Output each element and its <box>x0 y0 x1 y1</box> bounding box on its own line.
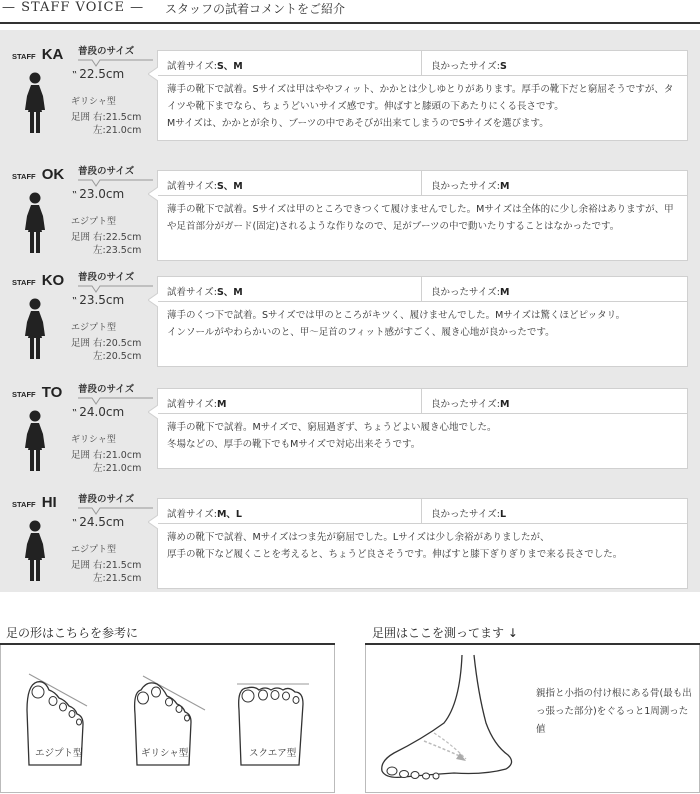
good-size-label: 良かったサイズ: <box>431 181 500 192</box>
tried-size-label: 試着サイズ: <box>167 61 217 72</box>
staff-comment: 薄手の靴下で試着。Mサイズで、窮屈過ぎず、ちょうどよい履き心地でした。 冬場などの、厚手の靴下でもMサイズで対応出来そうです。 <box>167 422 497 450</box>
foot-girth <box>71 337 141 363</box>
square-label: スクエア型 <box>249 748 297 759</box>
tried-size <box>158 277 422 301</box>
comment-card <box>157 170 688 261</box>
staff-comment: 薄めの靴下で試着、Mサイズはつま先が窮屈でした。Lサイズは少し余裕がありましたが、 厚手の靴下など履くことを考えると、ちょうど良さそうです。伸ばすと膝下ぎりぎりまで来る長さでした。 <box>167 532 623 560</box>
staff-comment: 薄手のくつ下で試着。Sサイズでは甲のところがキツく、履けませんでした。Mサイズは驚くほどピッタリ。 インソールがやわらかいのと、甲〜足首のフィット感がすごく、履き心地が良かったです。 <box>167 310 626 338</box>
tried-size <box>158 389 422 413</box>
size-row <box>158 499 687 524</box>
staff-code <box>12 382 62 401</box>
measure-title: 足囲はここを測ってます ↓ <box>372 626 518 640</box>
usual-size <box>72 67 124 81</box>
staff-entry <box>0 374 700 484</box>
left-label: 左: <box>93 245 106 256</box>
staff-prefix: STAFF <box>12 278 36 287</box>
tried-size-value: M <box>216 399 227 410</box>
right-label: 右: <box>93 560 106 571</box>
foot-girth-label: 足囲 <box>71 112 91 123</box>
foot-girth-left: 21.0cm <box>105 125 142 136</box>
good-size-value: S <box>499 61 507 72</box>
tried-size-label: 試着サイズ: <box>167 399 217 410</box>
staff-code <box>12 270 64 289</box>
good-size-label: 良かったサイズ: <box>431 509 500 520</box>
size-row <box>158 171 687 196</box>
card-pointer <box>148 293 158 307</box>
good-size-value: M <box>499 287 510 298</box>
staff-code <box>12 164 64 183</box>
foot-type: ギリシャ型 <box>71 435 116 445</box>
foot-girth-label: 足囲 <box>71 232 91 243</box>
header-title-en: — STAFF VOICE — <box>2 0 145 15</box>
foot-shape-box <box>0 645 335 793</box>
good-size-value: M <box>499 399 510 410</box>
staff-entry <box>0 156 700 266</box>
tried-size-value: S、M <box>216 287 243 298</box>
tried-size-label: 試着サイズ: <box>167 509 217 520</box>
staff-prefix: STAFF <box>12 500 36 509</box>
foot-girth-left: 21.5cm <box>105 573 142 584</box>
usual-size-value: 23.5cm <box>79 293 125 307</box>
foot-measure-icon <box>374 653 534 788</box>
staff-prefix: STAFF <box>12 52 36 61</box>
foot-girth <box>71 231 141 257</box>
egyptian-label: エジプト型 <box>35 748 83 759</box>
staff-entry <box>0 484 700 594</box>
foot-type: ギリシャ型 <box>71 97 116 107</box>
usual-size-underline <box>78 59 153 67</box>
usual-size <box>72 515 124 529</box>
card-pointer <box>148 187 158 201</box>
greek-label: ギリシャ型 <box>141 748 189 759</box>
staff-entry <box>0 36 700 146</box>
usual-size-label: 普段のサイズ <box>78 384 135 395</box>
foot-girth <box>71 449 141 475</box>
foot-girth <box>71 559 141 585</box>
comment-card <box>157 498 688 589</box>
tried-size-label: 試着サイズ: <box>167 181 217 192</box>
staff-initials: KA <box>41 46 64 63</box>
foot-shape-title: 足の形はこちらを参考に <box>6 626 139 640</box>
measure-note: 親指と小指の付け根にある骨(最も出っ張った部分)をぐるっと1周測った値 <box>536 688 692 735</box>
right-label: 右: <box>93 232 106 243</box>
shoe-icon: ‟ <box>72 518 78 529</box>
left-label: 左: <box>93 463 106 474</box>
usual-size-underline <box>78 179 153 187</box>
good-size-label: 良かったサイズ: <box>431 287 500 298</box>
left-label: 左: <box>93 125 106 136</box>
usual-size-underline <box>78 397 153 405</box>
good-size-value: L <box>499 509 507 520</box>
usual-size-underline <box>78 507 153 515</box>
good-size <box>422 277 687 301</box>
size-row <box>158 389 687 414</box>
usual-size-value: 22.5cm <box>79 67 125 81</box>
usual-size-value: 24.5cm <box>79 515 125 529</box>
foot-girth-right: 21.0cm <box>105 450 142 461</box>
size-row <box>158 51 687 76</box>
good-size-label: 良かったサイズ: <box>431 399 500 410</box>
usual-size <box>72 293 124 307</box>
staff-initials: OK <box>41 166 65 183</box>
foot-girth-right: 22.5cm <box>105 232 142 243</box>
usual-size-label: 普段のサイズ <box>78 494 135 505</box>
usual-size-label: 普段のサイズ <box>78 166 135 177</box>
card-pointer <box>148 515 158 529</box>
tried-size <box>158 51 422 75</box>
good-size <box>422 499 687 523</box>
good-size-value: M <box>499 181 510 192</box>
person-icon <box>24 298 46 360</box>
foot-girth-right: 21.5cm <box>105 560 142 571</box>
tried-size-value: M、L <box>216 509 242 520</box>
shoe-icon: ‟ <box>72 70 78 81</box>
foot-girth-left: 20.5cm <box>105 351 142 362</box>
staff-voice-panel <box>0 30 700 592</box>
shoe-icon: ‟ <box>72 296 78 307</box>
usual-size <box>72 187 124 201</box>
comment-card <box>157 50 688 141</box>
right-label: 右: <box>93 450 106 461</box>
foot-girth-left: 21.0cm <box>105 463 142 474</box>
staff-code <box>12 492 57 511</box>
tried-size-value: S、M <box>216 61 243 72</box>
right-label: 右: <box>93 112 106 123</box>
shoe-icon: ‟ <box>72 190 78 201</box>
foot-girth-label: 足囲 <box>71 338 91 349</box>
usual-size-value: 24.0cm <box>79 405 125 419</box>
staff-initials: HI <box>41 494 57 511</box>
card-pointer <box>148 67 158 81</box>
foot-girth-label: 足囲 <box>71 560 91 571</box>
staff-code <box>12 44 63 63</box>
good-size <box>422 51 687 75</box>
foot-type: エジプト型 <box>71 217 117 227</box>
usual-size-label: 普段のサイズ <box>78 272 135 283</box>
person-icon <box>24 410 46 472</box>
foot-girth-right: 21.5cm <box>105 112 142 123</box>
comment-card <box>157 388 688 469</box>
header-title-jp: スタッフの試着コメントをご紹介 <box>165 2 346 16</box>
tried-size <box>158 171 422 195</box>
good-size <box>422 171 687 195</box>
comment-card <box>157 276 688 367</box>
staff-comment: 薄手の靴下で試着。Sサイズは甲のところできつくて履けませんでした。Mサイズは全体的に少し余裕はありますが、甲や足首部分がガード(固定)されるような作りなので、足がブーツの中で動いたりすることはなかったです。 <box>167 204 674 232</box>
usual-size-underline <box>78 285 153 293</box>
right-label: 右: <box>93 338 106 349</box>
foot-type: エジプト型 <box>71 323 117 333</box>
staff-comment: 薄手の靴下で試着。Sサイズは甲はややフィット、かかとは少しゆとりがあります。厚手の靴下だと窮屈そうですが、タイツや靴下までなら、ちょうどいいサイズ感です。伸ばすと膝頭の下あたりにくる長さです。 Mサイズは、かかとが余り、ブーツの中であそびが出来てしまうのでSサイズを選びます。 <box>167 84 674 129</box>
foot-girth-left: 23.5cm <box>105 245 142 256</box>
staff-initials: KO <box>41 272 65 289</box>
person-icon <box>24 192 46 254</box>
person-icon <box>24 520 46 582</box>
size-row <box>158 277 687 302</box>
usual-size-value: 23.0cm <box>79 187 125 201</box>
shoe-icon: ‟ <box>72 408 78 419</box>
person-icon <box>24 72 46 134</box>
card-pointer <box>148 405 158 419</box>
staff-prefix: STAFF <box>12 390 36 399</box>
tried-size <box>158 499 422 523</box>
staff-initials: TO <box>41 384 63 401</box>
good-size <box>422 389 687 413</box>
staff-entry <box>0 262 700 372</box>
page-header <box>0 0 700 24</box>
tried-size-value: S、M <box>216 181 243 192</box>
staff-prefix: STAFF <box>12 172 36 181</box>
good-size-label: 良かったサイズ: <box>431 61 500 72</box>
tried-size-label: 試着サイズ: <box>167 287 217 298</box>
foot-girth-right: 20.5cm <box>105 338 142 349</box>
foot-girth-label: 足囲 <box>71 450 91 461</box>
left-label: 左: <box>93 351 106 362</box>
usual-size <box>72 405 124 419</box>
usual-size-label: 普段のサイズ <box>78 46 135 57</box>
foot-girth <box>71 111 141 137</box>
left-label: 左: <box>93 573 106 584</box>
foot-type: エジプト型 <box>71 545 117 555</box>
measure-box <box>365 645 700 793</box>
